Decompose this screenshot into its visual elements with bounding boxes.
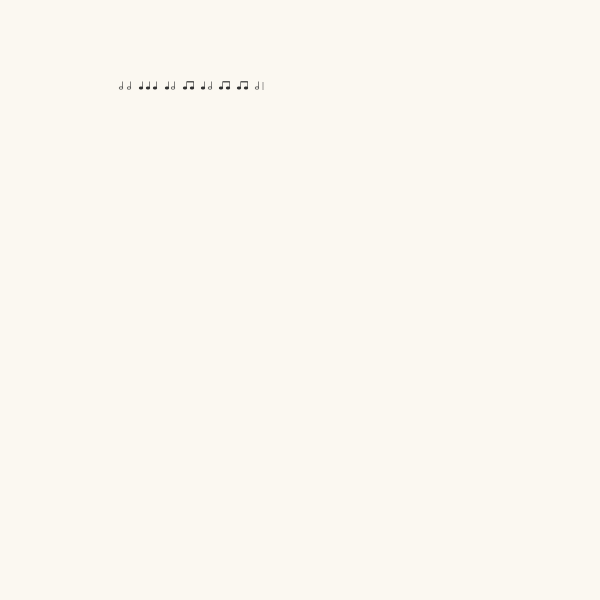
rhythm-notes-icon [117,81,265,90]
paragraph-rhythm [117,81,500,93]
preface-body [117,73,500,101]
